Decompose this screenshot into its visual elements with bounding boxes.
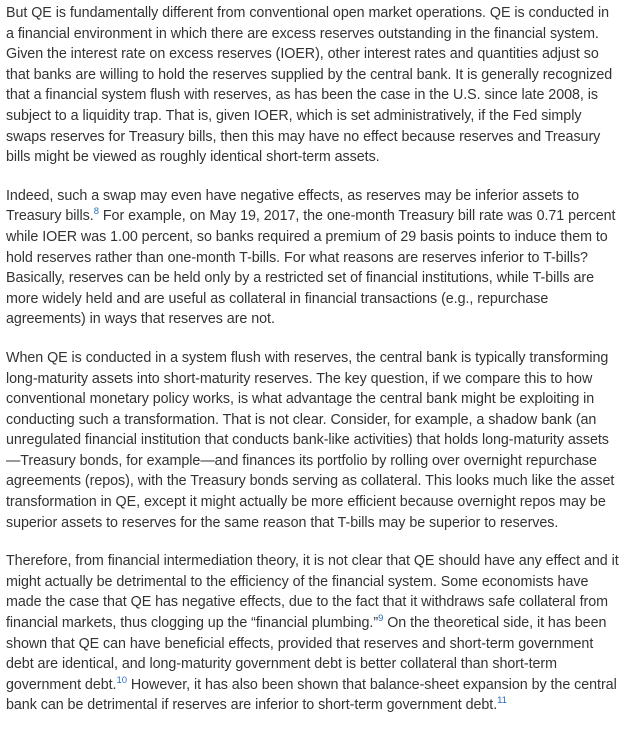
footnote-ref-9[interactable]: 9: [378, 613, 384, 625]
footnote-ref-8[interactable]: 8: [93, 206, 99, 218]
footnote-ref-11[interactable]: 11: [497, 695, 507, 707]
paragraph-4-text-a: Therefore, from financial intermediation theory, it is not clear that QE should have any effect and it might actually be detrimental to the efficiency of the financial system. Some economists have made the case that QE has negative effects, due to the fact that it withdraws safe collateral from financial markets, thus clogging up the “financial plumbing.”: [6, 553, 619, 632]
footnote-ref-10[interactable]: 10: [116, 675, 127, 687]
paragraph-2-text-b: For example, on May 19, 2017, the one-month Treasury bill rate was 0.71 percent while IOER was 1.00 percent, so banks required a premium of 29 basis points to induce them to hold reserves rather than one-month T-bills. For what reasons are reserves inferior to T-bills? Basically, reserves can be held only by a restricted set of financial institutions, while T-bills are more widely held and are useful as collateral in financial transactions (e.g., repurchase agreements) in ways that reserves are not.: [6, 208, 616, 328]
paragraph-1: [6, 3, 619, 168]
paragraph-1-text: But QE is fundamentally different from conventional open market operations. QE is conducted in a financial environment in which there are excess reserves outstanding in the financial system. Given the interest rate on excess reserves (IOER), other interest rates and quantities adjust so that banks are willing to hold the reserves supplied by the central bank. It is generally recognized that a financial system flush with reserves, as has been the case in the U.S. since late 2008, is subject to a liquidity trap. That is, given IOER, which is set administratively, if the Fed simply swaps reserves for Treasury bills, then this may have no effect because reserves and Treasury bills might be viewed as roughly identical short-term assets.: [6, 5, 613, 166]
paragraph-4-text-b: On the theoretical side, it has been shown that QE can have beneficial effects, provided that reserves and short-term government debt are identical, and long-maturity government debt is better collateral than short-term government debt.: [6, 615, 607, 693]
paragraph-2-text-a: Indeed, such a swap may even have negative effects, as reserves may be inferior assets to Treasury bills.: [6, 187, 580, 225]
paragraph-4: [6, 551, 619, 716]
paragraph-3: [6, 348, 619, 533]
paragraph-3-text: When QE is conducted in a system flush with reserves, the central bank is typically transforming long-maturity assets into short-maturity reserves. The key question, if we compare this to how conventional monetary policy works, is what advantage the central bank might be exploiting in conducting such a transformation. That is not clear. Consider, for example, a shadow bank (an unregulated financial institution that conducts bank-like activities) that holds long-maturity assets—Treasury bonds, for example—and finances its portfolio by rolling over overnight repurchase agreements (repos), with the Treasury bonds serving as collateral. This looks much like the asset transformation in QE, except it might actually be more efficient because overnight repos may be superior assets to reserves for the same reason that T-bills may be superior to reserves.: [6, 349, 615, 531]
paragraph-4-text-c: However, it has also been shown that balance-sheet expansion by the central bank can be detrimental if reserves are inferior to short-term government debt.: [6, 676, 617, 714]
paragraph-2: [6, 186, 619, 330]
